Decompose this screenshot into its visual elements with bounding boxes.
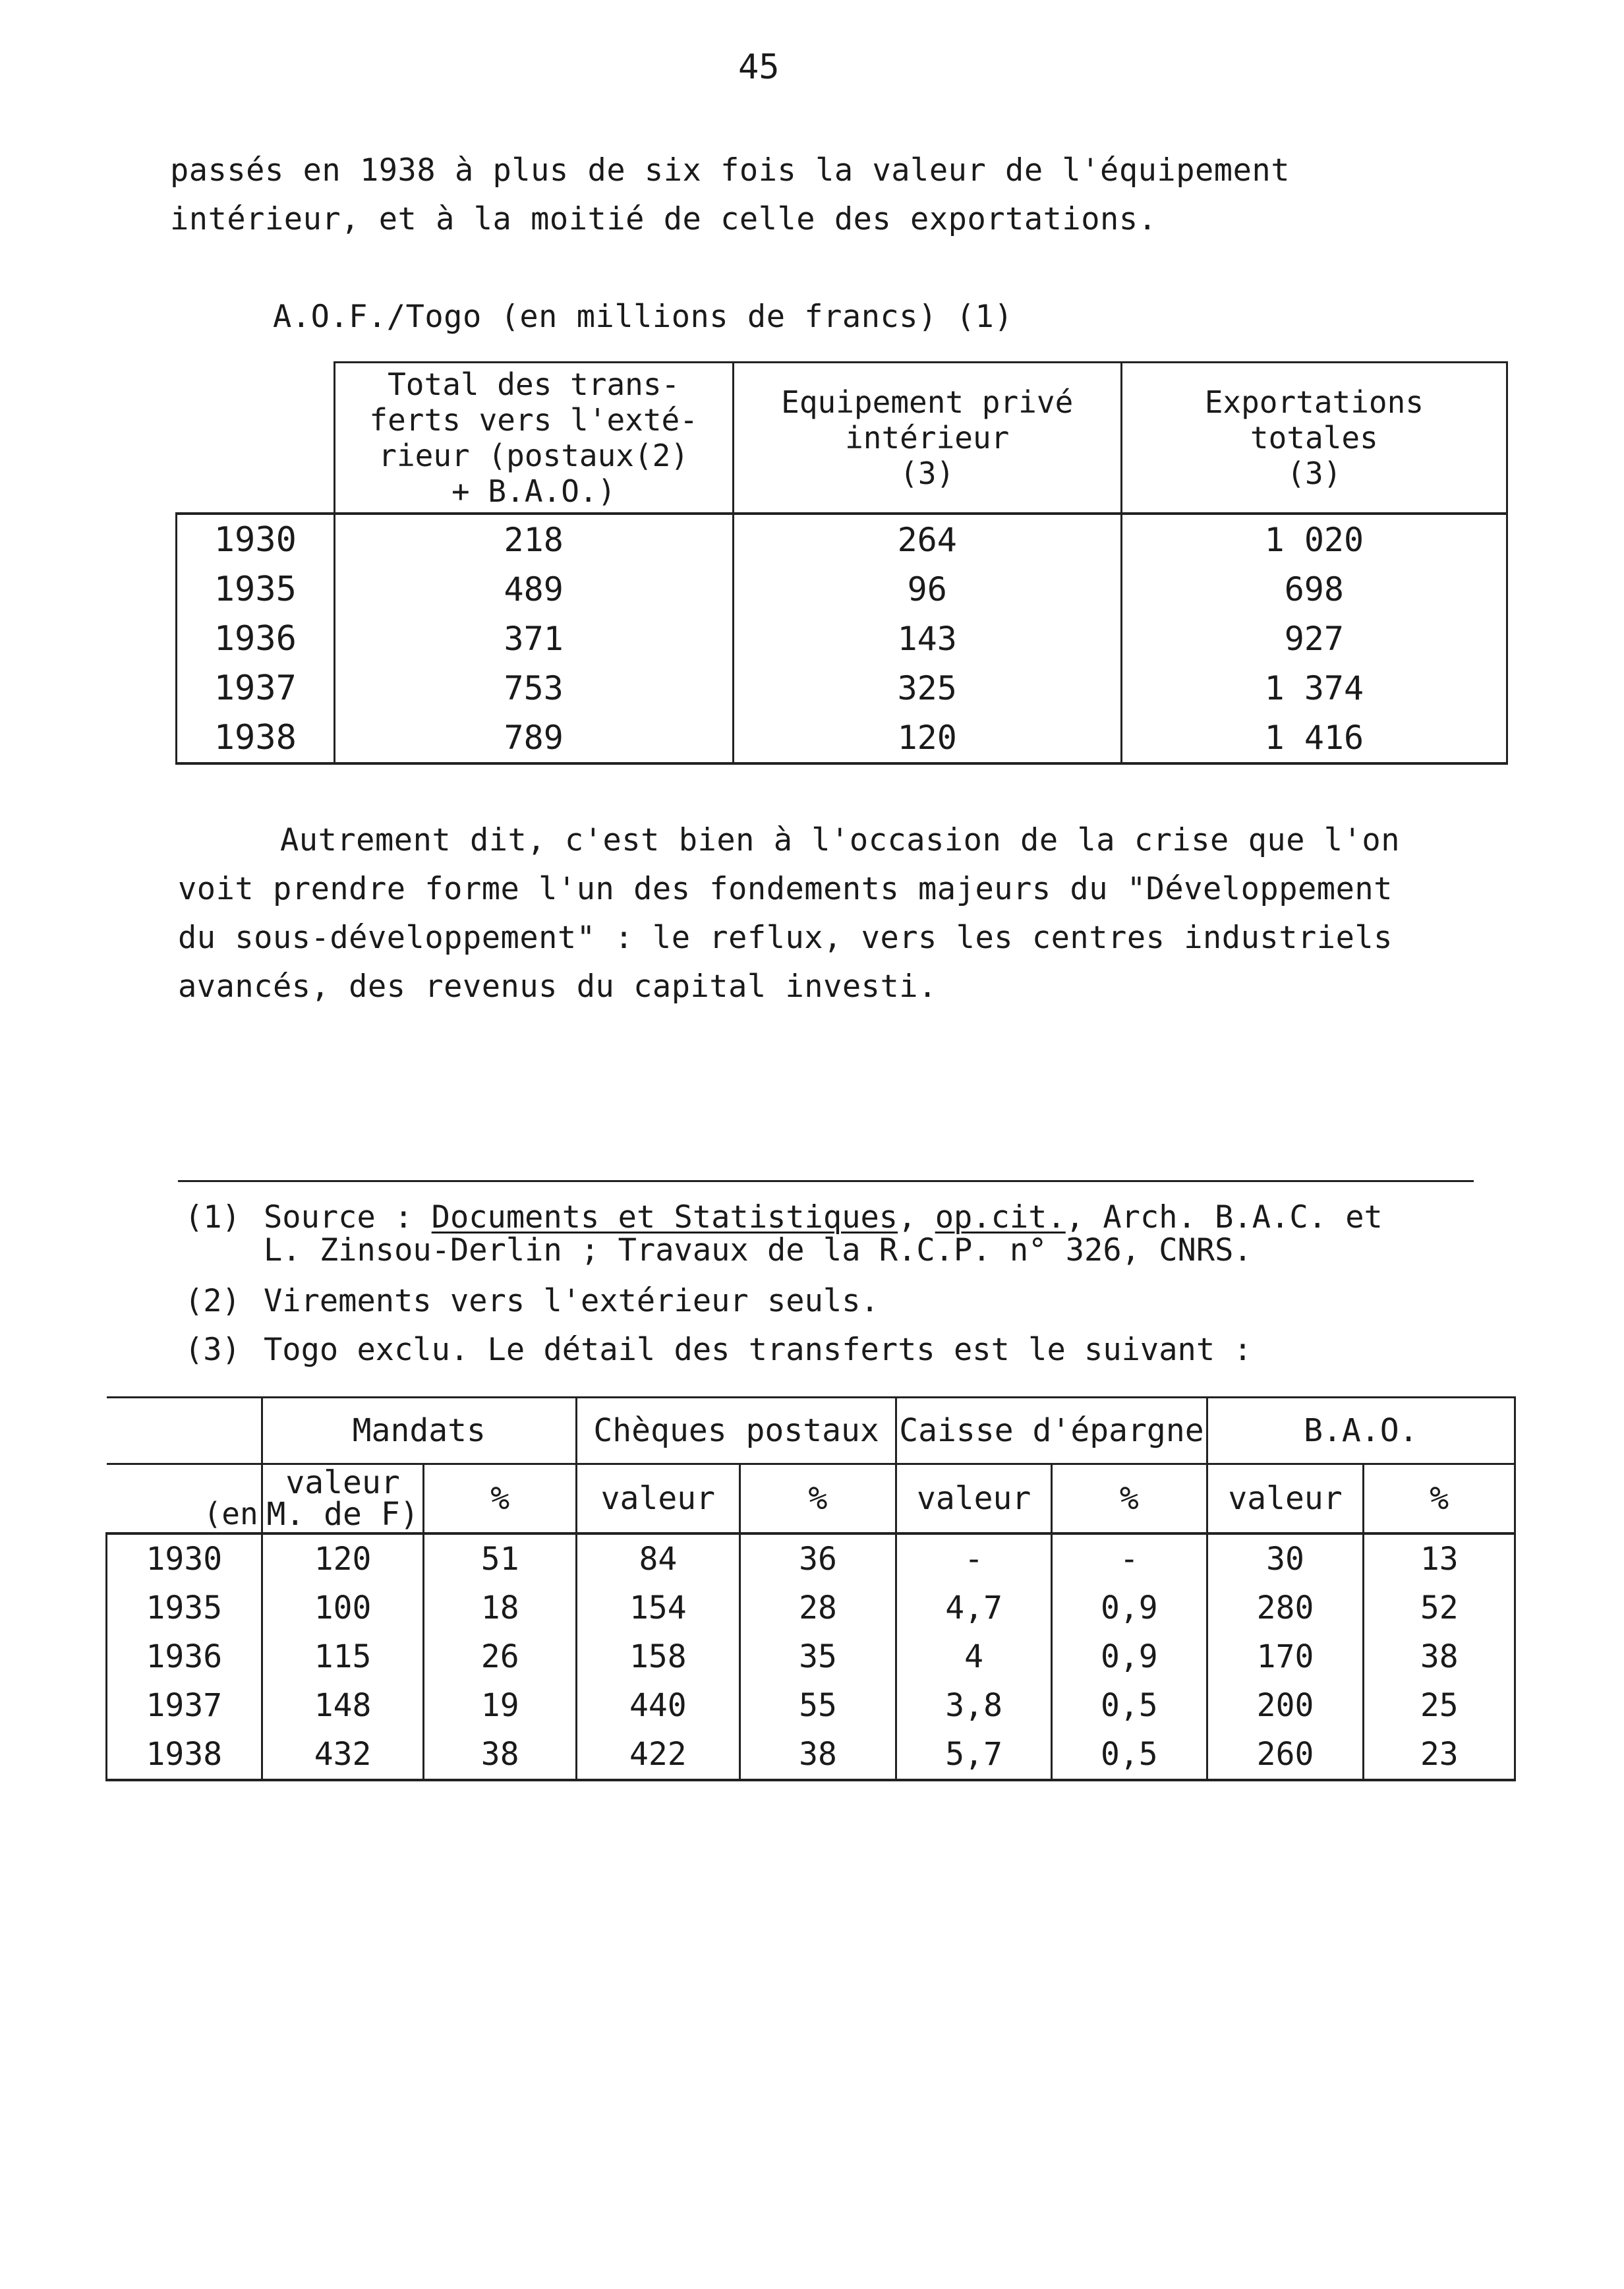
transferts-cell: 371 bbox=[334, 614, 733, 663]
year-cell: 1938 bbox=[107, 1730, 262, 1780]
table-row bbox=[177, 663, 1507, 713]
mandats-pct-cell: 51 bbox=[424, 1533, 577, 1584]
bao-pct-cell: 52 bbox=[1364, 1584, 1515, 1632]
cheques-pct-cell: 55 bbox=[740, 1681, 896, 1730]
mandats-valeur-cell: 100 bbox=[262, 1584, 424, 1632]
body-paragraph bbox=[178, 816, 1400, 1011]
table-row bbox=[177, 713, 1507, 763]
valeur-header: valeur bbox=[896, 1464, 1052, 1534]
cheques-valeur-cell: 440 bbox=[576, 1681, 740, 1730]
exportations-cell: 698 bbox=[1121, 564, 1507, 614]
table-row bbox=[177, 514, 1507, 564]
transferts-cell: 789 bbox=[334, 713, 733, 763]
mandats-pct-cell: 38 bbox=[424, 1730, 577, 1780]
caisse-pct-cell: 0,9 bbox=[1052, 1632, 1207, 1681]
caisse-pct-cell: 0,5 bbox=[1052, 1730, 1207, 1780]
cheques-pct-cell: 28 bbox=[740, 1584, 896, 1632]
cheques-valeur-cell: 422 bbox=[576, 1730, 740, 1780]
year-cell: 1936 bbox=[177, 614, 335, 663]
mandats-valeur-cell: 115 bbox=[262, 1632, 424, 1681]
year-cell: 1935 bbox=[177, 564, 335, 614]
footnote-2: (2) Virements vers l'extérieur seuls. bbox=[185, 1283, 879, 1319]
caisse-valeur-cell: 3,8 bbox=[896, 1681, 1052, 1730]
caisse-valeur-cell: 4,7 bbox=[896, 1584, 1052, 1632]
caisse-pct-cell: 0,9 bbox=[1052, 1584, 1207, 1632]
table1-header-equipement: Equipement privé intérieur (3) bbox=[733, 363, 1121, 514]
exportations-cell: 1 416 bbox=[1121, 713, 1507, 763]
table1-header-row bbox=[177, 363, 1507, 514]
bao-valeur-cell: 260 bbox=[1207, 1730, 1364, 1780]
group-caisse: Caisse d'épargne bbox=[896, 1398, 1207, 1464]
table-row bbox=[107, 1730, 1515, 1780]
intro-line: intérieur, et à la moitié de celle des exportations. bbox=[170, 201, 1157, 237]
caisse-valeur-cell: - bbox=[896, 1533, 1052, 1584]
table-row bbox=[107, 1584, 1515, 1632]
table-row bbox=[107, 1681, 1515, 1730]
year-cell: 1935 bbox=[107, 1584, 262, 1632]
pct-header: % bbox=[1052, 1464, 1207, 1534]
footnote-3: (3) Togo exclu. Le détail des transferts est le suivant : bbox=[185, 1332, 1252, 1368]
bao-valeur-cell: 30 bbox=[1207, 1533, 1364, 1584]
bao-pct-cell: 23 bbox=[1364, 1730, 1515, 1780]
table1-header-exportations: Exportations totales (3) bbox=[1121, 363, 1507, 514]
bao-pct-cell: 13 bbox=[1364, 1533, 1515, 1584]
intro-line: passés en 1938 à plus de six fois la valeur de l'équipement bbox=[170, 152, 1290, 189]
bao-valeur-cell: 170 bbox=[1207, 1632, 1364, 1681]
body-line: voit prendre forme l'un des fondements majeurs du "Développement bbox=[178, 871, 1393, 907]
year-cell: 1938 bbox=[177, 713, 335, 763]
table1-corner bbox=[177, 363, 335, 514]
caisse-pct-cell: - bbox=[1052, 1533, 1207, 1584]
source-title: Documents et Statistiques bbox=[431, 1199, 898, 1235]
group-bao: B.A.O. bbox=[1207, 1398, 1515, 1464]
equipement-cell: 264 bbox=[733, 514, 1121, 564]
bao-pct-cell: 25 bbox=[1364, 1681, 1515, 1730]
equipement-cell: 325 bbox=[733, 663, 1121, 713]
unit-label: (en bbox=[107, 1464, 262, 1534]
cheques-pct-cell: 35 bbox=[740, 1632, 896, 1681]
bao-valeur-cell: 280 bbox=[1207, 1584, 1364, 1632]
equipement-cell: 120 bbox=[733, 713, 1121, 763]
cheques-pct-cell: 38 bbox=[740, 1730, 896, 1780]
mandats-valeur-cell: 148 bbox=[262, 1681, 424, 1730]
transferts-cell: 218 bbox=[334, 514, 733, 564]
exportations-cell: 927 bbox=[1121, 614, 1507, 663]
mandats-valeur-header: valeur M. de F) bbox=[262, 1464, 424, 1534]
table-row bbox=[107, 1632, 1515, 1681]
transferts-cell: 489 bbox=[334, 564, 733, 614]
year-cell: 1930 bbox=[177, 514, 335, 564]
equipement-cell: 96 bbox=[733, 564, 1121, 614]
page-number: 45 bbox=[738, 47, 780, 87]
table2-subheader-row bbox=[107, 1464, 1515, 1534]
caisse-valeur-cell: 5,7 bbox=[896, 1730, 1052, 1780]
bao-valeur-cell: 200 bbox=[1207, 1681, 1364, 1730]
body-line: du sous-développement" : le reflux, vers les centres industriels bbox=[178, 920, 1393, 956]
mandats-pct-cell: 18 bbox=[424, 1584, 577, 1632]
mandats-pct-cell: 26 bbox=[424, 1632, 577, 1681]
caisse-pct-cell: 0,5 bbox=[1052, 1681, 1207, 1730]
mandats-valeur-cell: 120 bbox=[262, 1533, 424, 1584]
body-line: Autrement dit, c'est bien à l'occasion de la crise que l'on bbox=[280, 822, 1400, 858]
pct-header: % bbox=[740, 1464, 896, 1534]
table1-header-transferts: Total des trans- ferts vers l'exté- rieur (postaux(2) + B.A.O.) bbox=[334, 363, 733, 514]
table-row bbox=[177, 614, 1507, 663]
year-cell: 1937 bbox=[177, 663, 335, 713]
source-opcit: op.cit. bbox=[935, 1199, 1066, 1235]
table1-caption: A.O.F./Togo (en millions de francs) (1) bbox=[273, 299, 1014, 335]
equipement-cell: 143 bbox=[733, 614, 1121, 663]
mandats-valeur-cell: 432 bbox=[262, 1730, 424, 1780]
pct-header: % bbox=[424, 1464, 577, 1534]
exportations-cell: 1 020 bbox=[1121, 514, 1507, 564]
body-line: avancés, des revenus du capital investi. bbox=[178, 968, 937, 1005]
cheques-valeur-cell: 158 bbox=[576, 1632, 740, 1681]
group-cheques: Chèques postaux bbox=[576, 1398, 896, 1464]
footnote-divider bbox=[178, 1180, 1474, 1182]
year-cell: 1930 bbox=[107, 1533, 262, 1584]
exportations-cell: 1 374 bbox=[1121, 663, 1507, 713]
cheques-valeur-cell: 84 bbox=[576, 1533, 740, 1584]
table-row bbox=[107, 1533, 1515, 1584]
mandats-pct-cell: 19 bbox=[424, 1681, 577, 1730]
year-cell: 1937 bbox=[107, 1681, 262, 1730]
transfer-detail-table bbox=[105, 1396, 1516, 1781]
valeur-header: valeur bbox=[576, 1464, 740, 1534]
year-cell: 1936 bbox=[107, 1632, 262, 1681]
table2-group-row bbox=[107, 1398, 1515, 1464]
bao-pct-cell: 38 bbox=[1364, 1632, 1515, 1681]
transfers-table bbox=[175, 361, 1508, 765]
cheques-valeur-cell: 154 bbox=[576, 1584, 740, 1632]
pct-header: % bbox=[1364, 1464, 1515, 1534]
group-mandats: Mandats bbox=[262, 1398, 576, 1464]
footnote-1: (1) Source : Documents et Statistiques, op.cit., Arch. B.A.C. et L. Zinsou-Derlin ; Travaux de la R.C.P. n° 326, CNRS. bbox=[185, 1199, 1383, 1268]
transferts-cell: 753 bbox=[334, 663, 733, 713]
valeur-header: valeur bbox=[1207, 1464, 1364, 1534]
table2-corner bbox=[107, 1398, 262, 1464]
intro-paragraph bbox=[170, 146, 1290, 244]
cheques-pct-cell: 36 bbox=[740, 1533, 896, 1584]
table-row bbox=[177, 564, 1507, 614]
caisse-valeur-cell: 4 bbox=[896, 1632, 1052, 1681]
